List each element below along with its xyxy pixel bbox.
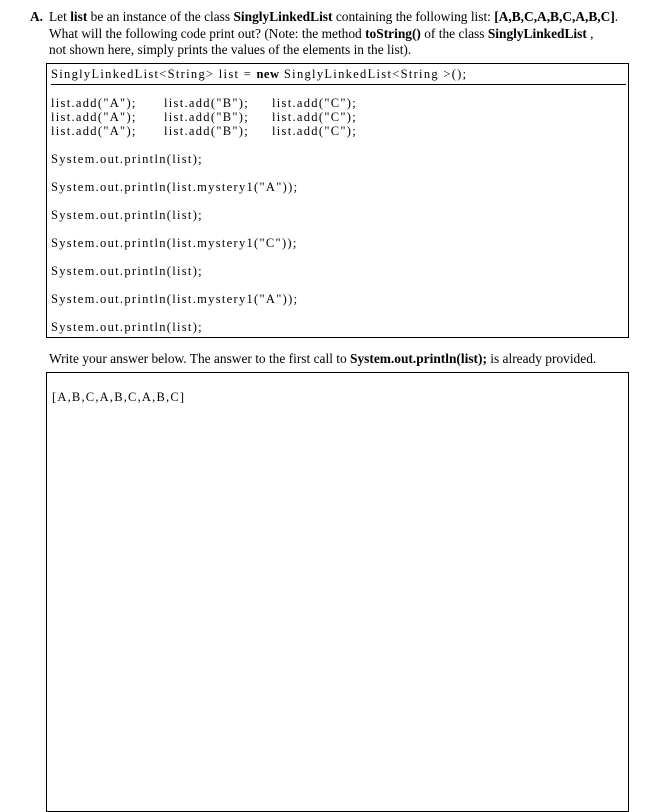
answer-first-output: [A,B,C,A,B,C,A,B,C] [52, 390, 186, 404]
code-line: list.add("A"); [51, 124, 137, 138]
code-line: list.add("A"); [51, 110, 137, 124]
code-line: list.add("C"); [272, 96, 357, 110]
list-variable-name: list [70, 9, 88, 24]
code-line: list.add("A"); [51, 96, 137, 110]
code-line: list.add("B"); [164, 124, 249, 138]
answer-area[interactable] [46, 372, 629, 812]
code-line: System.out.println(list); [51, 320, 203, 334]
method-name: toString() [365, 25, 421, 41]
println-call: System.out.println(list); [350, 351, 487, 366]
class-name: SinglyLinkedList [487, 25, 587, 41]
question-label: A. [30, 9, 44, 24]
code-line: System.out.println(list.mystery1("A")); [51, 180, 299, 194]
code-declaration: SinglyLinkedList<String> list = new SinglyLinkedList<String >(); [51, 67, 626, 85]
code-line: list.add("C"); [272, 110, 357, 124]
question-line-2: What will the following code print out? (Note: the method toString() of the class SinglyLinkedList , [49, 25, 594, 41]
code-line: System.out.println(list.mystery1("A")); [51, 292, 299, 306]
code-line: list.add("C"); [272, 124, 357, 138]
keyword-new: new [256, 67, 280, 81]
class-name: SinglyLinkedList [233, 9, 333, 24]
list-contents: [A,B,C,A,B,C,A,B,C] [494, 9, 615, 24]
answer-instructions: Write your answer below. The answer to the first call to System.out.println(list); is already provided. [49, 351, 597, 366]
code-listing [46, 63, 629, 338]
code-line: list.add("B"); [164, 96, 249, 110]
question-line-3: not shown here, simply prints the values of the elements in the list). [49, 42, 412, 57]
code-line: System.out.println(list); [51, 152, 203, 166]
code-line: System.out.println(list); [51, 208, 203, 222]
question-line-1: Let list be an instance of the class SinglyLinkedList containing the following list: [A,B,C,A,B,C,A,B,C]. [49, 9, 619, 24]
code-line: list.add("B"); [164, 110, 249, 124]
code-line: System.out.println(list); [51, 264, 203, 278]
code-line: System.out.println(list.mystery1("C")); [51, 236, 298, 250]
